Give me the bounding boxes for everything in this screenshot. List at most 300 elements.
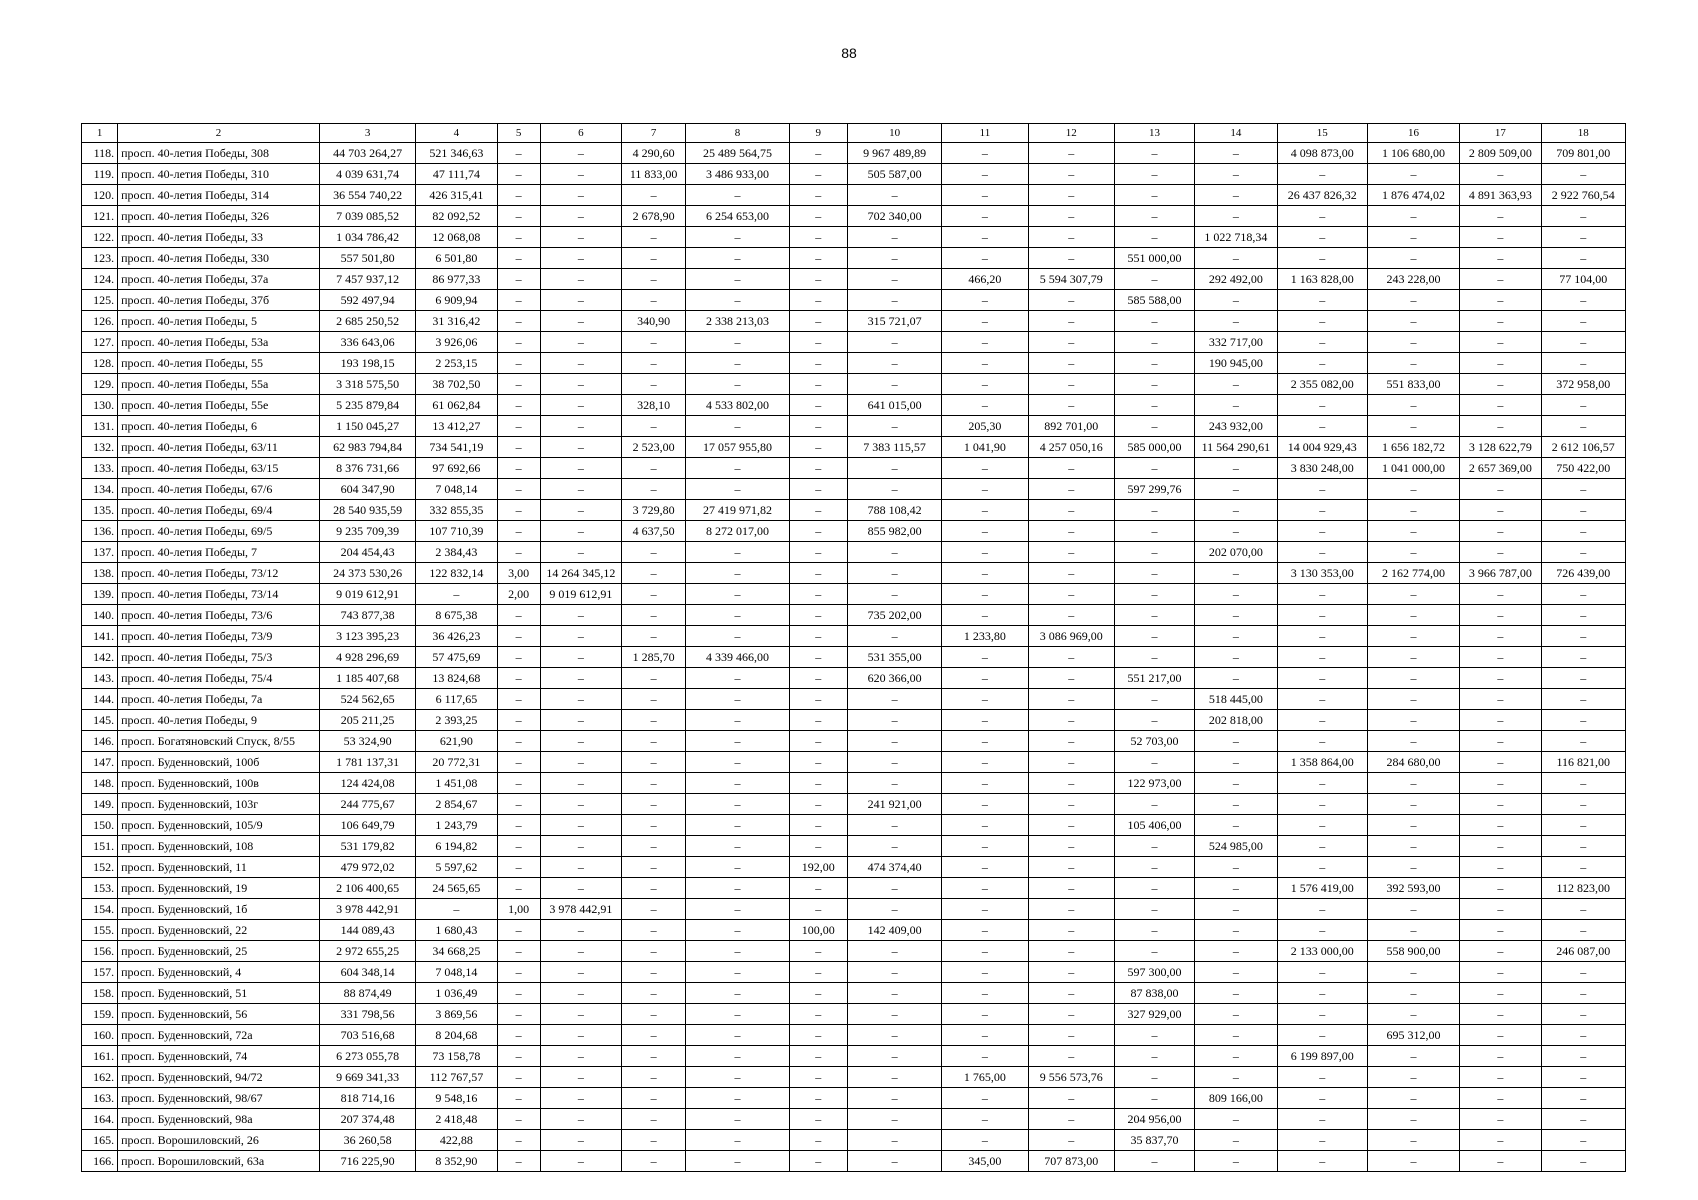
value-cell: – — [789, 290, 847, 311]
value-cell: – — [686, 941, 789, 962]
value-cell: – — [540, 437, 621, 458]
value-cell: 597 300,00 — [1114, 962, 1194, 983]
value-cell: – — [1195, 773, 1277, 794]
value-cell: 1 106 680,00 — [1367, 143, 1459, 164]
value-cell: – — [540, 1004, 621, 1025]
value-cell: 1 285,70 — [622, 647, 686, 668]
value-cell: 592 497,94 — [319, 290, 415, 311]
table-row — [82, 374, 1626, 395]
value-cell: – — [942, 1088, 1028, 1109]
value-cell: – — [686, 542, 789, 563]
value-cell: – — [1028, 479, 1114, 500]
value-cell: – — [847, 626, 941, 647]
value-cell: – — [942, 773, 1028, 794]
value-cell: – — [1367, 983, 1459, 1004]
value-cell: – — [1460, 584, 1541, 605]
value-cell: – — [1114, 1025, 1194, 1046]
value-cell: 621,90 — [416, 731, 497, 752]
value-cell: – — [686, 1130, 789, 1151]
value-cell: – — [847, 710, 941, 731]
value-cell: – — [847, 899, 941, 920]
value-cell: – — [1114, 1046, 1194, 1067]
value-cell: 106 649,79 — [319, 815, 415, 836]
value-cell: 1 041 000,00 — [1367, 458, 1459, 479]
value-cell: 105 406,00 — [1114, 815, 1194, 836]
value-cell: – — [1028, 542, 1114, 563]
value-cell: – — [1195, 479, 1277, 500]
value-cell: 6 909,94 — [416, 290, 497, 311]
value-cell: – — [1114, 269, 1194, 290]
value-cell: – — [622, 815, 686, 836]
value-cell: – — [1277, 836, 1367, 857]
value-cell: – — [686, 605, 789, 626]
value-cell: – — [789, 899, 847, 920]
value-cell: – — [942, 815, 1028, 836]
value-cell: – — [540, 710, 621, 731]
value-cell: – — [1195, 143, 1277, 164]
row-number-cell: 150. — [82, 815, 118, 836]
value-cell: 2 106 400,65 — [319, 878, 415, 899]
row-number-cell: 144. — [82, 689, 118, 710]
value-cell: – — [847, 374, 941, 395]
value-cell: – — [1460, 878, 1541, 899]
value-cell: 3 318 575,50 — [319, 374, 415, 395]
value-cell: – — [1460, 395, 1541, 416]
value-cell: 124 424,08 — [319, 773, 415, 794]
value-cell: – — [1028, 857, 1114, 878]
value-cell: – — [1028, 773, 1114, 794]
value-cell: – — [540, 332, 621, 353]
value-cell: – — [1195, 1046, 1277, 1067]
value-cell: – — [942, 542, 1028, 563]
value-cell: – — [1277, 899, 1367, 920]
table-row — [82, 1151, 1626, 1172]
value-cell: – — [540, 1151, 621, 1172]
row-number-cell: 134. — [82, 479, 118, 500]
value-cell: – — [1195, 1151, 1277, 1172]
value-cell: – — [1541, 584, 1625, 605]
value-cell: – — [686, 248, 789, 269]
value-cell: 1 680,43 — [416, 920, 497, 941]
value-cell: – — [847, 563, 941, 584]
row-number-cell: 161. — [82, 1046, 118, 1067]
value-cell: – — [942, 500, 1028, 521]
value-cell: – — [942, 836, 1028, 857]
value-cell: – — [847, 1067, 941, 1088]
value-cell: 3 128 622,79 — [1460, 437, 1541, 458]
table-row — [82, 710, 1626, 731]
value-cell: 518 445,00 — [1195, 689, 1277, 710]
value-cell: – — [540, 1088, 621, 1109]
value-cell: 551 217,00 — [1114, 668, 1194, 689]
value-cell: – — [1195, 1109, 1277, 1130]
value-cell: – — [1277, 605, 1367, 626]
address-cell: просп. Буденновский, 98а — [118, 1109, 320, 1130]
value-cell: – — [686, 731, 789, 752]
value-cell: – — [540, 605, 621, 626]
row-number-cell: 164. — [82, 1109, 118, 1130]
value-cell: – — [540, 626, 621, 647]
value-cell: – — [847, 1025, 941, 1046]
value-cell: – — [1277, 584, 1367, 605]
value-cell: – — [1541, 227, 1625, 248]
value-cell: 3 486 933,00 — [686, 164, 789, 185]
value-cell: – — [1277, 983, 1367, 1004]
value-cell: – — [1277, 1088, 1367, 1109]
value-cell: – — [789, 1130, 847, 1151]
address-cell: просп. 40-летия Победы, 310 — [118, 164, 320, 185]
value-cell: – — [847, 332, 941, 353]
value-cell: – — [789, 1004, 847, 1025]
value-cell: – — [942, 605, 1028, 626]
value-cell: 585 000,00 — [1114, 437, 1194, 458]
value-cell: – — [1277, 542, 1367, 563]
value-cell: – — [686, 815, 789, 836]
value-cell: – — [847, 1046, 941, 1067]
value-cell: – — [1195, 248, 1277, 269]
value-cell: – — [540, 878, 621, 899]
value-cell: 3 978 442,91 — [540, 899, 621, 920]
column-header-4: 4 — [416, 124, 497, 143]
value-cell: 1 876 474,02 — [1367, 185, 1459, 206]
value-cell: – — [1028, 563, 1114, 584]
value-cell: – — [847, 815, 941, 836]
value-cell: – — [540, 1046, 621, 1067]
value-cell: 4 257 050,16 — [1028, 437, 1114, 458]
value-cell: – — [1277, 164, 1367, 185]
address-cell: просп. Буденновский, 1б — [118, 899, 320, 920]
value-cell: – — [622, 269, 686, 290]
value-cell: 9 019 612,91 — [319, 584, 415, 605]
value-cell: – — [497, 815, 540, 836]
value-cell: 855 982,00 — [847, 521, 941, 542]
value-cell: 9 967 489,89 — [847, 143, 941, 164]
value-cell: – — [1114, 584, 1194, 605]
value-cell: – — [1541, 731, 1625, 752]
value-cell: 8 675,38 — [416, 605, 497, 626]
value-cell: – — [1541, 332, 1625, 353]
value-cell: 53 324,90 — [319, 731, 415, 752]
table-row — [82, 227, 1626, 248]
value-cell: – — [497, 1130, 540, 1151]
table-row — [82, 500, 1626, 521]
value-cell: 192,00 — [789, 857, 847, 878]
value-cell: – — [789, 206, 847, 227]
address-cell: просп. 40-летия Победы, 326 — [118, 206, 320, 227]
value-cell: – — [622, 773, 686, 794]
address-cell: просп. Буденновский, 103г — [118, 794, 320, 815]
value-cell: 52 703,00 — [1114, 731, 1194, 752]
value-cell: 86 977,33 — [416, 269, 497, 290]
value-cell: – — [942, 374, 1028, 395]
value-cell: – — [1541, 353, 1625, 374]
value-cell: – — [622, 1151, 686, 1172]
value-cell: – — [622, 1025, 686, 1046]
row-number-cell: 130. — [82, 395, 118, 416]
value-cell: – — [1460, 479, 1541, 500]
value-cell: – — [1195, 500, 1277, 521]
value-cell: – — [622, 290, 686, 311]
value-cell: – — [1277, 710, 1367, 731]
value-cell: 35 837,70 — [1114, 1130, 1194, 1151]
value-cell: – — [1277, 1151, 1367, 1172]
value-cell: – — [622, 668, 686, 689]
value-cell: – — [540, 374, 621, 395]
value-cell: – — [1541, 983, 1625, 1004]
value-cell: – — [497, 206, 540, 227]
value-cell: – — [1460, 1025, 1541, 1046]
row-number-cell: 158. — [82, 983, 118, 1004]
value-cell: – — [686, 773, 789, 794]
value-cell: 88 874,49 — [319, 983, 415, 1004]
address-cell: просп. 40-летия Победы, 37а — [118, 269, 320, 290]
value-cell: – — [1114, 458, 1194, 479]
column-header-8: 8 — [686, 124, 789, 143]
value-cell: – — [497, 1025, 540, 1046]
value-cell: 142 409,00 — [847, 920, 941, 941]
column-header-3: 3 — [319, 124, 415, 143]
value-cell: – — [789, 1088, 847, 1109]
value-cell: – — [1541, 206, 1625, 227]
value-cell: 707 873,00 — [1028, 1151, 1114, 1172]
value-cell: – — [847, 479, 941, 500]
value-cell: – — [1277, 794, 1367, 815]
value-cell: – — [1028, 920, 1114, 941]
value-cell: – — [1028, 185, 1114, 206]
address-cell: просп. 40-летия Победы, 55а — [118, 374, 320, 395]
value-cell: – — [789, 1046, 847, 1067]
value-cell: 2 657 369,00 — [1460, 458, 1541, 479]
value-cell: – — [789, 374, 847, 395]
value-cell: – — [622, 458, 686, 479]
value-cell: – — [497, 857, 540, 878]
value-cell: – — [789, 710, 847, 731]
value-cell: – — [1541, 962, 1625, 983]
value-cell: 26 437 826,32 — [1277, 185, 1367, 206]
value-cell: – — [1028, 374, 1114, 395]
value-cell: – — [1277, 1067, 1367, 1088]
value-cell: – — [1277, 773, 1367, 794]
value-cell: – — [1541, 1130, 1625, 1151]
value-cell: 2 523,00 — [622, 437, 686, 458]
value-cell: – — [686, 962, 789, 983]
value-cell: – — [1541, 689, 1625, 710]
value-cell: – — [1460, 983, 1541, 1004]
value-cell: – — [1195, 1130, 1277, 1151]
value-cell: – — [1541, 647, 1625, 668]
value-cell: – — [1460, 857, 1541, 878]
value-cell: – — [847, 689, 941, 710]
value-cell: 702 340,00 — [847, 206, 941, 227]
value-cell: – — [1367, 542, 1459, 563]
value-cell: – — [497, 479, 540, 500]
value-cell: – — [942, 332, 1028, 353]
value-cell: – — [1277, 500, 1367, 521]
value-cell: 205 211,25 — [319, 710, 415, 731]
value-cell: – — [1028, 227, 1114, 248]
value-cell: – — [942, 290, 1028, 311]
value-cell: – — [497, 752, 540, 773]
value-cell: – — [789, 1025, 847, 1046]
value-cell: – — [1028, 332, 1114, 353]
value-cell: – — [1367, 395, 1459, 416]
value-cell: – — [1367, 899, 1459, 920]
value-cell: – — [1114, 941, 1194, 962]
value-cell: – — [1195, 647, 1277, 668]
value-cell: – — [686, 983, 789, 1004]
value-cell: – — [789, 773, 847, 794]
value-cell: – — [686, 668, 789, 689]
value-cell: – — [686, 626, 789, 647]
value-cell: – — [1028, 668, 1114, 689]
value-cell: – — [1114, 143, 1194, 164]
column-header-18: 18 — [1541, 124, 1625, 143]
value-cell: – — [416, 584, 497, 605]
value-cell: – — [1114, 185, 1194, 206]
value-cell: – — [942, 311, 1028, 332]
value-cell: – — [847, 248, 941, 269]
value-cell: 6 117,65 — [416, 689, 497, 710]
value-cell: – — [789, 395, 847, 416]
table-row — [82, 206, 1626, 227]
value-cell: – — [1367, 1046, 1459, 1067]
value-cell: – — [622, 1130, 686, 1151]
value-cell: – — [686, 584, 789, 605]
value-cell: – — [497, 164, 540, 185]
value-cell: – — [1114, 500, 1194, 521]
row-number-cell: 154. — [82, 899, 118, 920]
value-cell: – — [540, 1130, 621, 1151]
value-cell: 551 000,00 — [1114, 248, 1194, 269]
column-header-9: 9 — [789, 124, 847, 143]
value-cell: – — [540, 542, 621, 563]
value-cell: – — [1367, 164, 1459, 185]
value-cell: 292 492,00 — [1195, 269, 1277, 290]
value-cell: 2 612 106,57 — [1541, 437, 1625, 458]
value-cell: – — [622, 584, 686, 605]
value-cell: 521 346,63 — [416, 143, 497, 164]
value-cell: – — [942, 185, 1028, 206]
value-cell: – — [686, 332, 789, 353]
value-cell: – — [847, 878, 941, 899]
value-cell: – — [1028, 752, 1114, 773]
value-cell: – — [1028, 899, 1114, 920]
value-cell: – — [1114, 647, 1194, 668]
table-row — [82, 1025, 1626, 1046]
value-cell: 1 022 718,34 — [1195, 227, 1277, 248]
value-cell: – — [942, 941, 1028, 962]
value-cell: 144 089,43 — [319, 920, 415, 941]
value-cell: – — [497, 794, 540, 815]
value-cell: 6 254 653,00 — [686, 206, 789, 227]
value-cell: 703 516,68 — [319, 1025, 415, 1046]
address-cell: просп. Буденновский, 4 — [118, 962, 320, 983]
value-cell: – — [1541, 416, 1625, 437]
value-cell: 3 926,06 — [416, 332, 497, 353]
value-cell: – — [1195, 374, 1277, 395]
value-cell: – — [1367, 731, 1459, 752]
value-cell: – — [1195, 185, 1277, 206]
value-cell: – — [497, 290, 540, 311]
value-cell: – — [540, 290, 621, 311]
table-body — [82, 124, 1626, 1172]
value-cell: – — [1367, 836, 1459, 857]
value-cell: – — [686, 1151, 789, 1172]
value-cell: – — [540, 920, 621, 941]
column-header-10: 10 — [847, 124, 941, 143]
value-cell: 62 983 794,84 — [319, 437, 415, 458]
value-cell: – — [686, 1088, 789, 1109]
value-cell: – — [622, 353, 686, 374]
value-cell: – — [1367, 794, 1459, 815]
value-cell: – — [497, 668, 540, 689]
value-cell: 1,00 — [497, 899, 540, 920]
value-cell: – — [622, 332, 686, 353]
value-cell: 25 489 564,75 — [686, 143, 789, 164]
value-cell: 788 108,42 — [847, 500, 941, 521]
value-cell: – — [622, 689, 686, 710]
value-cell: – — [942, 248, 1028, 269]
value-cell: – — [622, 1088, 686, 1109]
value-cell: – — [1195, 563, 1277, 584]
table-row — [82, 1046, 1626, 1067]
value-cell: – — [497, 374, 540, 395]
value-cell: – — [1114, 752, 1194, 773]
value-cell: – — [1541, 395, 1625, 416]
value-cell: 246 087,00 — [1541, 941, 1625, 962]
value-cell: – — [1541, 521, 1625, 542]
value-cell: 620 366,00 — [847, 668, 941, 689]
value-cell: – — [1277, 920, 1367, 941]
value-cell: 524 562,65 — [319, 689, 415, 710]
value-cell: 36 554 740,22 — [319, 185, 415, 206]
value-cell: – — [847, 185, 941, 206]
value-cell: 4 928 296,69 — [319, 647, 415, 668]
value-cell: 24 565,65 — [416, 878, 497, 899]
row-number-cell: 153. — [82, 878, 118, 899]
address-cell: просп. 40-летия Победы, 63/15 — [118, 458, 320, 479]
value-cell: – — [622, 248, 686, 269]
value-cell: – — [1028, 1004, 1114, 1025]
address-cell: просп. Буденновский, 108 — [118, 836, 320, 857]
value-cell: – — [1460, 500, 1541, 521]
value-cell: – — [622, 794, 686, 815]
value-cell: 100,00 — [789, 920, 847, 941]
value-cell: – — [1460, 836, 1541, 857]
value-cell: 3 729,80 — [622, 500, 686, 521]
table-row — [82, 1004, 1626, 1025]
value-cell: – — [1028, 311, 1114, 332]
row-number-cell: 123. — [82, 248, 118, 269]
value-cell: – — [942, 353, 1028, 374]
table-row — [82, 689, 1626, 710]
table-row — [82, 458, 1626, 479]
value-cell: 73 158,78 — [416, 1046, 497, 1067]
value-cell: 122 973,00 — [1114, 773, 1194, 794]
value-cell: – — [1367, 626, 1459, 647]
value-cell: – — [497, 269, 540, 290]
table-row — [82, 836, 1626, 857]
value-cell: – — [1541, 542, 1625, 563]
value-cell: – — [1460, 773, 1541, 794]
value-cell: – — [1114, 920, 1194, 941]
address-cell: просп. 40-летия Победы, 69/4 — [118, 500, 320, 521]
value-cell: 202 818,00 — [1195, 710, 1277, 731]
value-cell: 190 945,00 — [1195, 353, 1277, 374]
value-cell: – — [1367, 1151, 1459, 1172]
value-cell: – — [497, 836, 540, 857]
value-cell: 734 541,19 — [416, 437, 497, 458]
